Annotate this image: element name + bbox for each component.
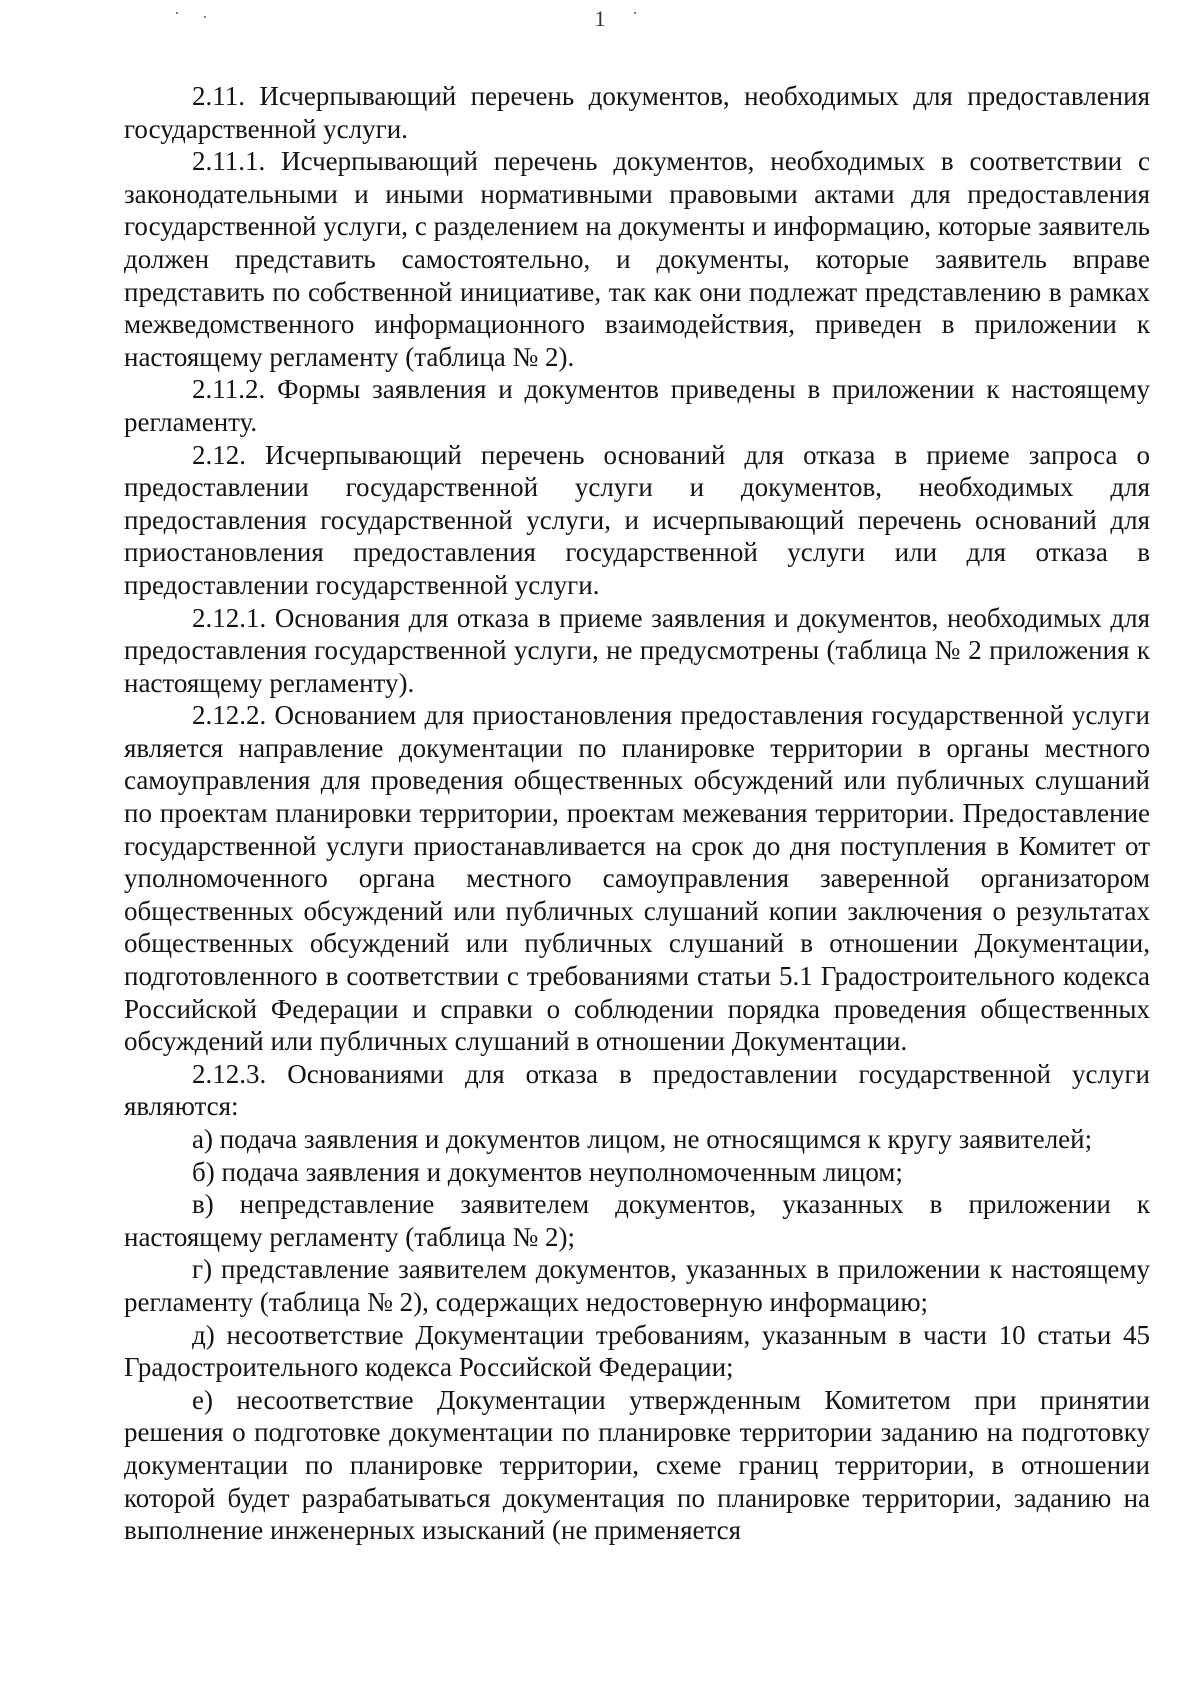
list-item-g: г) представление заявителем документов, указанных в приложении к настоящему регламенту (таблица № 2), содержащих недостоверную информацию;	[124, 1254, 1150, 1317]
paragraph-2-12-2: 2.12.2. Основанием для приостановления предоставления государственной услуги является направление документации по планировке территории в органы местного самоуправления для проведения общественных обсуждений или публичных слушаний по проектам планировки территории, проектам межевания территории. Предоставление государственной услуги приостанавливается на срок до дня поступления в Комитет от уполномоченного органа местного самоуправления заверенной организатором общественных обсуждений или публичных слушаний копии заключения о результатах общественных обсуждений или публичных слушаний в отношении Документации, подготовленного в соответствии с требованиями статьи 5.1 Градостроительного кодекса Российской Федерации и справки о соблюдении порядка проведения общественных обсуждений или публичных слушаний в отношении Документации.	[124, 700, 1150, 1057]
list-item-e: е) несоответствие Документации утвержденным Комитетом при принятии решения о подготовке документации по планировке территории заданию на подготовку документации по планировке территории, схеме границ территории, в отношении которой будет разрабатываться документация по планировке территории, заданию на выполнение инженерных изысканий (не применяется	[124, 1384, 1150, 1546]
list-item-a: а) подача заявления и документов лицом, не относящимся к кругу заявителей;	[192, 1124, 1093, 1154]
list-item-v: в) непредставление заявителем документов, указанных в приложении к настоящему регламенту (таблица № 2);	[124, 1189, 1150, 1252]
paragraph-2-12-3: 2.12.3. Основаниями для отказа в предоставлении государственной услуги являются:	[124, 1058, 1150, 1122]
document-body	[124, 80, 1150, 1547]
paragraph-2-11: 2.11. Исчерпывающий перечень документов, необходимых для предоставления государственной услуги.	[124, 81, 1150, 144]
list-item-b: б) подача заявления и документов неуполномоченным лицом;	[192, 1156, 903, 1187]
paragraph-2-11-1: 2.11.1. Исчерпывающий перечень документов, необходимых в соответствии с законодательными и иными нормативными правовыми актами для предоставления государственной услуги, с разделением на документы и информацию, которые заявитель должен представить самостоятельно, и документы, которые заявитель вправе представить по собственной инициативе, так как они подлежат представлению в рамках межведомственного информационного взаимодействия, приведен в приложении к настоящему регламенту (таблица № 2).	[124, 146, 1150, 372]
paragraph-2-12-1: 2.12.1. Основания для отказа в приеме заявления и документов, необходимых для предоставления государственной услуги, не предусмотрены (таблица № 2 приложения к настоящему регламенту).	[124, 602, 1150, 698]
list-item-d: д) несоответствие Документации требованиям, указанным в части 10 статьи 45 Градостроительного кодекса Российской Федерации;	[124, 1319, 1150, 1383]
paragraph-2-11-2: 2.11.2. Формы заявления и документов приведены в приложении к настоящему регламенту.	[124, 374, 1150, 437]
page-number: 1	[594, 6, 606, 31]
paragraph-2-12: 2.12. Исчерпывающий перечень оснований для отказа в приеме запроса о предоставлении государственной услуги и документов, необходимых для предоставления государственной услуги, и исчерпывающий перечень оснований для приостановления предоставления государственной услуги или для отказа в предоставлении государственной услуги.	[124, 439, 1150, 600]
